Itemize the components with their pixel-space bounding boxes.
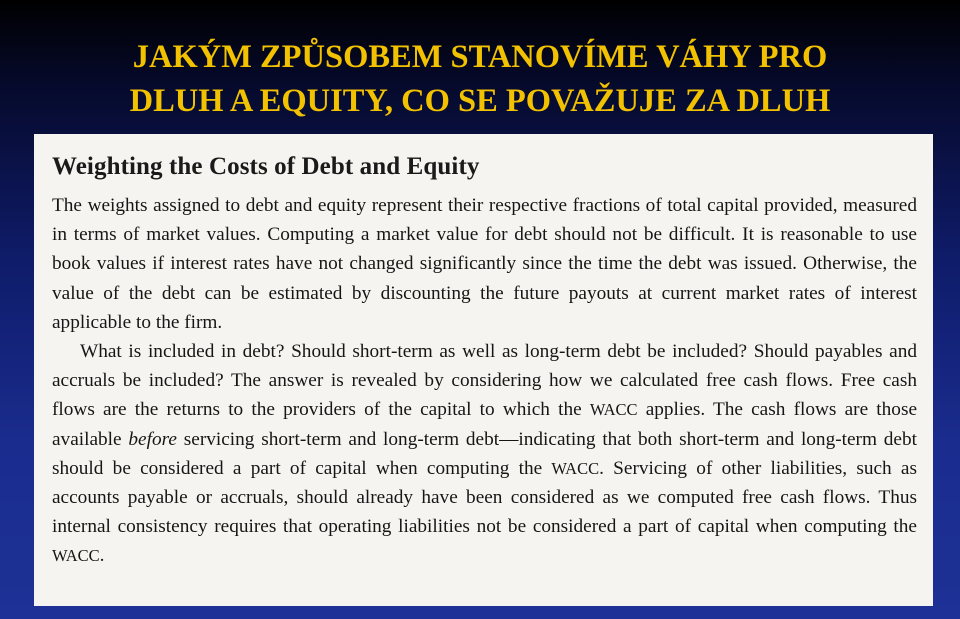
book-excerpt-image: [34, 134, 933, 606]
excerpt-paragraph-1: The weights assigned to debt and equity represent their respective fractions of total capital provided, measured in terms of market values. Computing a market value for debt should not be difficult. It is reasonable to use book values if interest rates have not changed significantly since the time the debt was issued. Otherwise, the value of the debt can be estimated by discounting the future payouts at current market rates of interest applicable to the firm.: [52, 195, 917, 333]
slide-title-line-1: JAKÝM ZPŮSOBEM STANOVÍME VÁHY PRO: [132, 39, 828, 75]
slide-title: [0, 35, 960, 123]
paragraph-2-text-2: applies. The cash flows are those available: [52, 399, 918, 450]
wacc-abbreviation: WACC: [551, 458, 600, 478]
paragraph-2-text-1: What is included in debt? Should short-term as well as long-term debt be included? Should payables and accruals be included? The answer is revealed by considering how we calculated free cash flows. Free cash flows are the returns to the providers of the capital to which the: [52, 341, 917, 421]
wacc-abbreviation: WACC: [52, 546, 100, 566]
emphasis-before: before: [128, 428, 177, 450]
excerpt-heading: Weighting the Costs of Debt and Equity: [52, 153, 480, 180]
excerpt-paragraph-2: [52, 337, 917, 571]
slide-title-line-2: DLUH A EQUITY, CO SE POVAŽUJE ZA DLUH: [129, 83, 831, 119]
paragraph-2-text-5: .: [99, 545, 105, 567]
paragraph-2-text-4: . Servicing of other liabilities, such as accounts payable or accruals, should already have been considered as we computed free cash flows. Thus internal consistency requires that operating liabilities not be considered a part of capital when computing the: [52, 457, 917, 538]
excerpt-body: [52, 191, 917, 571]
paragraph-2-text-3: servicing short-term and long-term debt—indicating that both short-term and long-term debt should be considered a part of capital when computing the: [52, 428, 917, 479]
wacc-abbreviation: WACC: [589, 400, 638, 420]
